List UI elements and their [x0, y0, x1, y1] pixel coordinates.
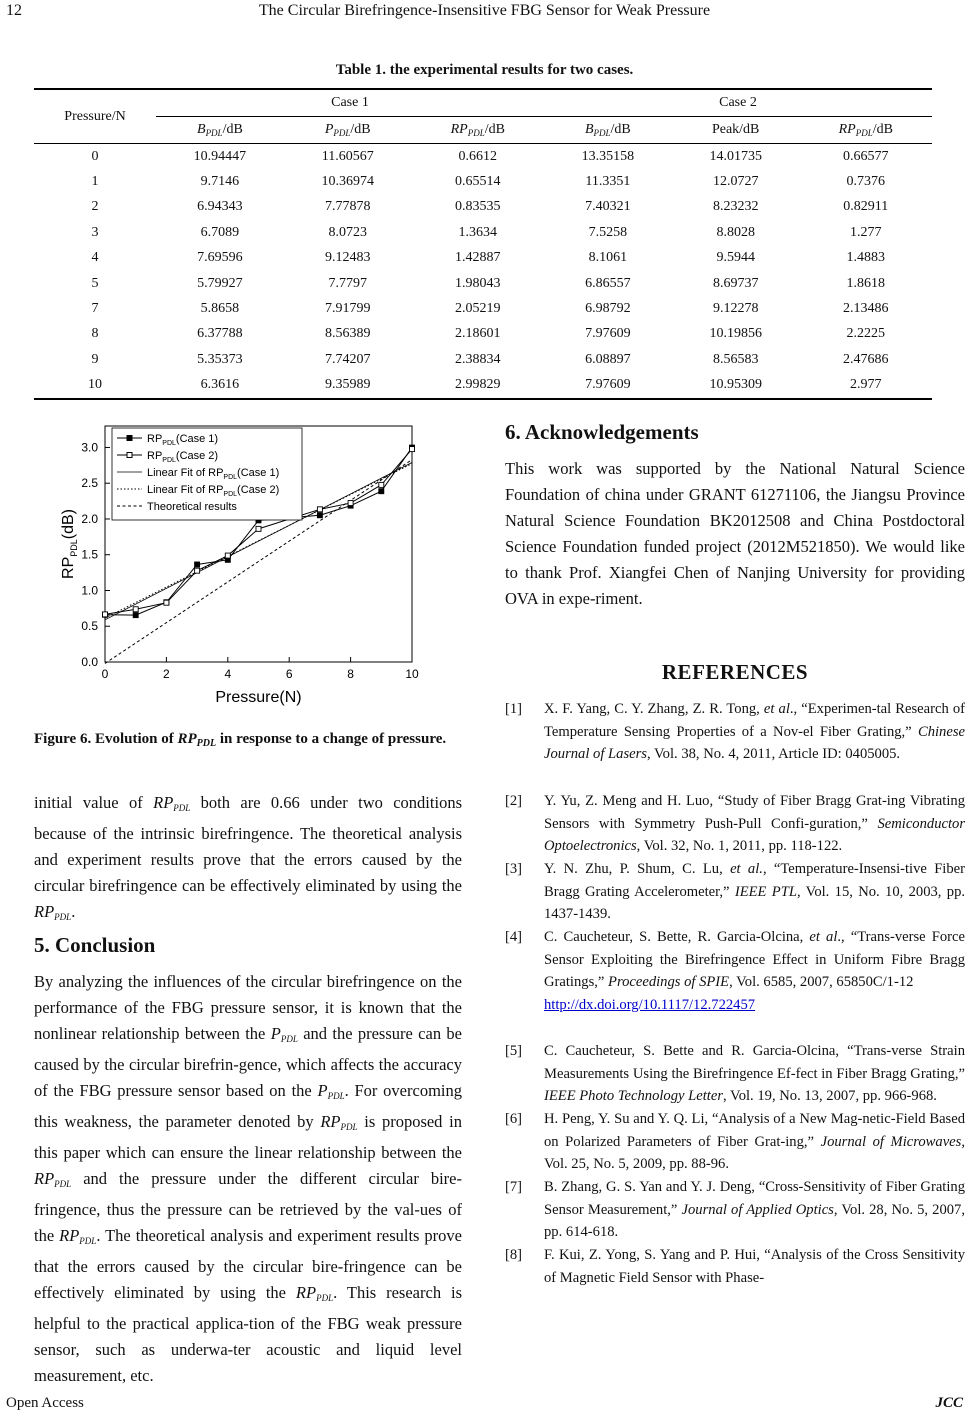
x-tick-label: 2 [163, 667, 170, 681]
table-cell: 1.3634 [458, 224, 498, 240]
table-caption: Table 1. the experimental results for two cases. [335, 62, 634, 78]
column-header: $RP_{PDL}/dB$ [800, 117, 932, 144]
table-cell: 7.77878 [324, 199, 371, 215]
acknowledgements-paragraph: This work was supported by the National Natural Science Foundation of china under GRANT 61271106, the Jiangsu Province Natural Science Foundation BK2012508 and China Postdoctoral Science Foundation funded project (2012M521850). We would like to thank Prof. Xiangfei Chen of Nanjing University for providing OVA in expe-riment. [505, 459, 965, 608]
lp-em2: RP [34, 902, 55, 921]
reference-number: [3] [505, 861, 523, 877]
y-tick-label: 0.5 [81, 619, 98, 634]
table-cell: 7.97609 [544, 373, 672, 399]
lp-em1: RP [153, 793, 174, 812]
reference-number: [8] [505, 1247, 523, 1263]
running-title: The Circular Birefringence-Insensitive FBG Sensor for Weak Pressure [258, 2, 711, 19]
column-header: $P_{PDL}/dB$ [284, 117, 412, 144]
data-point [195, 562, 200, 567]
table-cell: 0.66577 [843, 148, 889, 164]
c-sub5: PDL [79, 1236, 97, 1246]
table-cell: 5 [91, 275, 99, 291]
table-cell: 0.65514 [455, 174, 501, 190]
legend-entry: $RP_{PDL}(Case$ 1) [147, 433, 219, 447]
table-cell: 2.99829 [412, 373, 544, 399]
table-cell: 5.35373 [197, 351, 243, 367]
table-cell: 6.86557 [585, 275, 631, 291]
reference-item: [3] Y. N. Zhu, P. Shum, C. Lu, et al., “Temperature-Insensi-tive Fiber Bragg Grating Accelerometer,” IEEE PTL, Vol. 15, No. 10, 2003, pp. 1437-1439. [505, 858, 965, 926]
data-point [103, 612, 108, 617]
table-cell: 9.35989 [284, 373, 412, 399]
data-point [225, 553, 230, 558]
x-tick-label: 6 [285, 667, 293, 681]
table-cell: 2.13486 [843, 301, 889, 317]
c-em5: RP [59, 1226, 80, 1245]
c-text1: By analyzing the influences of the circular birefringence on the performance of the FBG pressure sensor, it is known that the nonlinear relationship between the [34, 972, 462, 1043]
reference-item: [6] H. Peng, Y. Su and Y. Q. Li, “Analysis of a New Mag-netic-Field Based on Polarized Parameters of Fiber Grat-ing,” Journal of Microwaves, Vol. 25, No. 5, 2009, pp. 88-96. [505, 1108, 965, 1176]
table-cell: 13.35158 [581, 148, 635, 164]
y-tick-label: 3.0 [81, 440, 98, 455]
reference-item: [7] B. Zhang, G. S. Yan and Y. J. Deng, “Cross-Sensitivity of Fiber Grating Sensor Measurement,” Journal of Applied Optics, Vol. 28, No. 5, 2007, pp. 614-618. [505, 1176, 965, 1244]
case2-header: Case 2 [544, 89, 932, 117]
table-cell: 8 [91, 326, 99, 342]
table-cell: 8.1061 [588, 250, 628, 266]
figure-caption-sub: PDL [196, 738, 217, 749]
conclusion-paragraph [34, 969, 462, 1389]
c-text3: . For overcoming this weakness, the parameter denoted by [34, 1081, 462, 1131]
table-row [34, 246, 932, 271]
table-cell: 7.97609 [585, 326, 631, 342]
table-cell: 7.40321 [585, 199, 631, 215]
c-sub4: PDL [54, 1179, 72, 1189]
x-tick-label: 4 [224, 667, 232, 681]
c-sub3: PDL [340, 1122, 358, 1132]
legend-marker [127, 453, 132, 458]
reference-item: [8] F. Kui, Z. Yong, S. Yang and P. Hui, “Analysis of the Cross Sensitivity of Magnetic Field Sensor with Phase- [505, 1244, 965, 1289]
column-header: $B_{PDL}/dB$ [544, 117, 672, 144]
data-point [348, 501, 353, 506]
pressure-header: Pressure/N [34, 89, 156, 144]
data-point [256, 526, 261, 531]
table-cell: 11.3351 [585, 174, 631, 190]
lp-text2: both are 0.66 under two conditions because of the intrinsic birefringence. The theoretical analysis and experiment results prove that the errors caused by the circular birefringence can be effectively eliminated by using the [34, 793, 462, 895]
c-em3: RP [320, 1112, 341, 1131]
table-cell: 8.0723 [328, 224, 367, 240]
table-row [34, 169, 932, 194]
lp-text3: . [71, 902, 76, 921]
table-cell: 0 [91, 148, 99, 164]
table-cell: 1.98043 [455, 275, 501, 291]
column-header: $RP_{PDL}/dB$ [412, 117, 544, 144]
table-cell: 5.8658 [200, 301, 240, 317]
acknowledgements-title: 6. Acknowledgements [505, 420, 699, 444]
table-cell: 8.8028 [716, 224, 755, 240]
data-point [133, 607, 138, 612]
reference-number: [4] [505, 929, 523, 945]
y-tick-label: 1.0 [81, 583, 98, 598]
table-cell: 8.23232 [712, 199, 759, 215]
table-cell: 8.56389 [324, 326, 371, 342]
c-sub1: PDL [280, 1034, 298, 1044]
figure-caption-text: Figure 6. Evolution of [34, 731, 178, 747]
table-cell: 9 [91, 351, 99, 367]
table-row [34, 195, 932, 220]
legend-entry: Linear Fit of $RP_{PDL}(Case$ 2) [147, 484, 280, 498]
table-cell: 7.74207 [324, 351, 371, 367]
table-cell: 2.2225 [846, 326, 886, 342]
c-text5: and the pressure under the different circular bire-fringence, thus the pressure can be retrieved by the val-ues of the [34, 1169, 462, 1245]
table-cell: 7.69596 [197, 250, 243, 266]
data-point [379, 489, 384, 494]
rp-pdl-chart [60, 418, 430, 718]
table-cell: 2.05219 [455, 301, 501, 317]
c-text7: . This research is helpful to the practical applica-tion of the FBG weak pressure sensor, such as underwa-ter acoustic and liquid level measurement, etc. [34, 1283, 463, 1385]
legend-entry: Linear Fit of $RP_{PDL}(Case$ 1) [147, 467, 280, 481]
left-paragraph [34, 790, 462, 930]
y-tick-label: 2.0 [81, 511, 98, 526]
legend-entry: $RP_{PDL}(Case$ 2) [147, 450, 219, 464]
table-cell: 0.83535 [455, 199, 501, 215]
table-cell: 3 [91, 224, 99, 240]
data-point [410, 447, 415, 452]
x-tick-label: 8 [347, 667, 354, 681]
data-point [317, 513, 322, 518]
figure-caption [34, 728, 462, 755]
reference-item: [5] C. Caucheteur, S. Bette and R. Garcia-Olcina, “Trans-verse Strain Measurements Using the Birefringence Ef-fect in Fiber Bragg Grating,” IEEE Photo Technology Letter, Vol. 19, No. 13, 2007, pp. 966-968. [505, 1040, 965, 1108]
table-cell: 6.98792 [585, 301, 631, 317]
table-cell: 6.37788 [197, 326, 243, 342]
table-cell: 10.36974 [321, 174, 374, 190]
y-tick-label: 2.5 [81, 476, 98, 491]
table-row [34, 373, 932, 399]
reference-number: [6] [505, 1111, 523, 1127]
table-cell: 10 [34, 373, 156, 399]
lp-sub1: PDL [173, 803, 191, 813]
table-cell: 2.977 [800, 373, 932, 399]
reference-number: [1] [505, 701, 523, 717]
reference-number: [5] [505, 1043, 523, 1059]
x-tick-label: 10 [405, 667, 419, 681]
x-tick-label: 0 [101, 667, 109, 681]
figure-caption-em: RP [177, 731, 197, 747]
c-sub6: PDL [316, 1293, 334, 1303]
table-cell: 7.7797 [328, 275, 367, 291]
table-cell: 9.12483 [324, 250, 371, 266]
table-cell: 1.42887 [455, 250, 501, 266]
figure-6-chart [60, 418, 430, 718]
c-text4: is proposed in this paper which can ensure the linear relationship between the [34, 1112, 462, 1162]
table-cell: 0.7376 [846, 174, 886, 190]
references-heading: REFERENCES [661, 660, 809, 684]
lp-text1: initial value of [34, 793, 154, 812]
conclusion-heading [34, 933, 462, 958]
table-cell: 14.01735 [709, 148, 762, 164]
c-sub2: PDL [327, 1091, 345, 1101]
table-cell: 6.3616 [156, 373, 284, 399]
table-cell: 8.56583 [712, 351, 759, 367]
reference-number: [2] [505, 793, 523, 809]
table-row [34, 144, 932, 170]
table-cell: 2 [91, 199, 99, 215]
table-cell: 9.5944 [716, 250, 755, 266]
reference-item: [1] X. F. Yang, C. Y. Zhang, Z. R. Tong, et al., “Experimen-tal Research of Temperature Sensing Properties of a Nov-el Fiber Grating,” Chinese Journal of Lasers, Vol. 38, No. 4, 2011, Article ID: 0405005. [505, 698, 965, 766]
table-cell: 9.12278 [712, 301, 759, 317]
figure-caption-tail: in response to a change of pressure. [216, 731, 447, 747]
table-row [34, 271, 932, 296]
table-cell: 10.94447 [193, 148, 247, 164]
table-cell: 2.38834 [455, 351, 501, 367]
table-cell: 4 [91, 250, 99, 266]
table-cell: 1.277 [850, 224, 882, 240]
table-cell: 10.95309 [672, 373, 800, 399]
data-point [133, 613, 138, 618]
reference-item: [2] Y. Yu, Z. Meng and H. Luo, “Study of Fiber Bragg Grat-ing Vibrating Sensors with Symmetry Push-Pull Confi-guration,” Semiconductor Optoelectronics, Vol. 32, No. 1, 2011, pp. 118-122. [505, 790, 965, 858]
table-cell: 1.4883 [846, 250, 886, 266]
table-cell: 0.82911 [843, 199, 889, 215]
table-cell: 5.79927 [197, 275, 243, 291]
case1-header: Case 1 [156, 89, 544, 117]
results-table [34, 88, 932, 400]
conclusion-title: 5. Conclusion [34, 933, 156, 957]
c-em1: P [270, 1024, 281, 1043]
table-cell: 12.0727 [712, 174, 759, 190]
table-cell: 2.47686 [843, 351, 889, 367]
y-axis-label: $RP_{PDL}(dB)$ [60, 509, 79, 579]
c-em2: P [317, 1081, 328, 1100]
c-em4: RP [34, 1169, 55, 1188]
table-cell: 7 [91, 301, 99, 317]
y-tick-label: 1.5 [81, 547, 98, 562]
c-text2: and the pressure can be caused by the circular birefrin-gence, which affects the accuracy of the FBG pressure sensor based on the [34, 1024, 463, 1100]
page-number: 12 [6, 2, 22, 19]
table-row [34, 322, 932, 347]
table-cell: 10.19856 [709, 326, 762, 342]
table-row [34, 347, 932, 372]
table-cell: 6.7089 [200, 224, 240, 240]
table-cell: 9.7146 [200, 174, 240, 190]
table-cell: 7.5258 [588, 224, 628, 240]
legend-entry: Theoretical results [147, 501, 237, 513]
data-point [164, 600, 169, 605]
open-access-label: Open Access [6, 1395, 84, 1411]
table-cell: 7.91799 [324, 301, 371, 317]
table-cell: 1 [91, 174, 99, 190]
reference-item: [4] C. Caucheteur, S. Bette, R. Garcia-Olcina, et al., “Trans-verse Force Sensor Exploiting the Birefringence Effect in Uniform Fibre Bragg Gratings,” Proceedings of SPIE, Vol. 6585, 2007, 65850C/1-12 http://dx.doi.org/10.1117/12.722457 [505, 926, 965, 1016]
c-text6: . The theoretical analysis and experiment results prove that the errors caused by the circular bire-fringence can be effectively eliminated by using the [34, 1226, 462, 1302]
doi-link[interactable]: http://dx.doi.org/10.1117/12.722457 [544, 996, 756, 1013]
data-point [195, 568, 200, 573]
legend-marker [127, 436, 132, 441]
table-row [34, 296, 932, 321]
c-em6: RP [295, 1283, 317, 1302]
table-cell: 2.18601 [455, 326, 501, 342]
table-cell: 6.94343 [197, 199, 243, 215]
column-header: Peak/dB [672, 117, 800, 144]
table-row [34, 220, 932, 245]
running-header [0, 2, 969, 24]
y-tick-label: 0.0 [81, 655, 98, 669]
reference-number: [7] [505, 1179, 523, 1195]
data-point [317, 507, 322, 512]
x-axis-label: Pressure(N) [215, 689, 302, 706]
table-cell: 0.6612 [458, 148, 498, 164]
lp-sub2: PDL [54, 912, 72, 922]
journal-abbrev: JCC [935, 1395, 963, 1411]
acknowledgements-heading [505, 420, 965, 445]
data-point [379, 482, 384, 487]
table-cell: 6.08897 [585, 351, 631, 367]
table-cell: 11.60567 [321, 148, 374, 164]
table-cell: 8.69737 [712, 275, 759, 291]
column-header: $B_{PDL}/dB$ [156, 117, 284, 144]
table-cell: 1.8618 [846, 275, 886, 291]
